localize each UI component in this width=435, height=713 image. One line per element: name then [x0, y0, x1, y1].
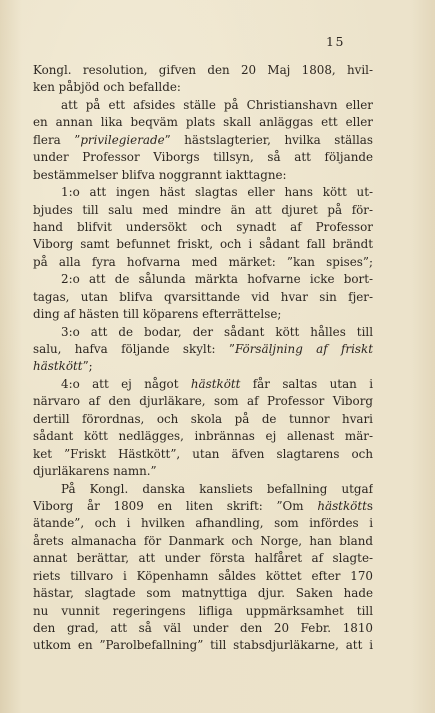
text-line: ding af hästen till köparens efterrättelse;: [33, 307, 282, 322]
text-line: flera ”privilegierade” hästslagterier, hvilka ställas: [33, 132, 373, 147]
text-line: djurläkarens namn.”: [33, 464, 157, 479]
text-line: sådant kött nedlägges, inbrännas ej allenast mär-: [33, 429, 373, 444]
text-line: 3:o att de bodar, der sådant kött hålles till: [61, 324, 373, 339]
text-line: på alla fyra hofvarna med märket: ”kan spises”;: [33, 254, 373, 269]
text-line: under Professor Viborgs tillsyn, så att följande: [33, 150, 373, 165]
text-line: Viborg samt befunnet friskt, och i sådant fall brändt: [33, 237, 373, 252]
text-line: ätande”, och i hvilken afhandling, som infördes i: [33, 516, 373, 531]
text-line: På Kongl. danska kansliets befallning utgaf: [61, 481, 373, 496]
text-line: utkom en ”Parolbefallning” till stabsdjurläkarne, att i: [33, 638, 373, 653]
text-line: tagas, utan blifva qvarsittande vid hvar sin fjer-: [33, 289, 373, 304]
text-line: Kongl. resolution, gifven den 20 Maj 1808, hvil-: [33, 63, 373, 77]
body-text: [33, 62, 373, 655]
text-line: salu, hafva följande skylt: ”Försäljning af friskt: [33, 342, 373, 356]
text-line: riets tillvaro i Köpenhamn såldes köttet efter 170: [33, 568, 373, 583]
text-line: hästar, slagtade som matnyttiga djur. Saken hade: [33, 586, 373, 601]
text-line: den grad, att så väl under den 20 Febr. 1810: [33, 621, 373, 635]
page-number: 15: [326, 34, 345, 49]
text-line: dertill förordnas, och skola på de tunnor hvari: [33, 411, 373, 426]
text-line: annat berättar, att under första halfåret af slagte-: [33, 551, 373, 566]
text-line: bestämmelser blifva noggrannt iakttagne:: [33, 167, 287, 182]
text-line: hästkött”;: [33, 359, 93, 374]
text-line: nu vunnit regeringens lifliga uppmärksamhet till: [33, 603, 373, 618]
text-line: ket ”Friskt Hästkött”, utan äfven slagtarens och: [33, 446, 373, 461]
text-line: 2:o att de sålunda märkta hofvarne icke bort-: [61, 272, 373, 287]
text-line: bjudes till salu med mindre än att djuret på för-: [33, 202, 373, 217]
text-line: 4:o att ej något hästkött får saltas utan i: [61, 376, 373, 391]
text-line: närvaro af den djurläkare, som af Professor Viborg: [33, 394, 373, 409]
text-line: en annan lika beqväm plats skall anläggas ett eller: [33, 115, 373, 130]
text-line: ken påbjöd och befallde:: [33, 80, 181, 95]
text-line: Viborg år 1809 en liten skrift: ”Om hästkötts: [33, 498, 373, 513]
text-line: 1:o att ingen häst slagtas eller hans kött ut-: [61, 185, 373, 200]
text-line: att på ett afsides ställe på Christianshavn eller: [61, 97, 373, 112]
text-line: hand blifvit undersökt och synadt af Professor: [33, 219, 373, 234]
text-line: årets almanacha för Danmark och Norge, han bland: [33, 533, 373, 548]
